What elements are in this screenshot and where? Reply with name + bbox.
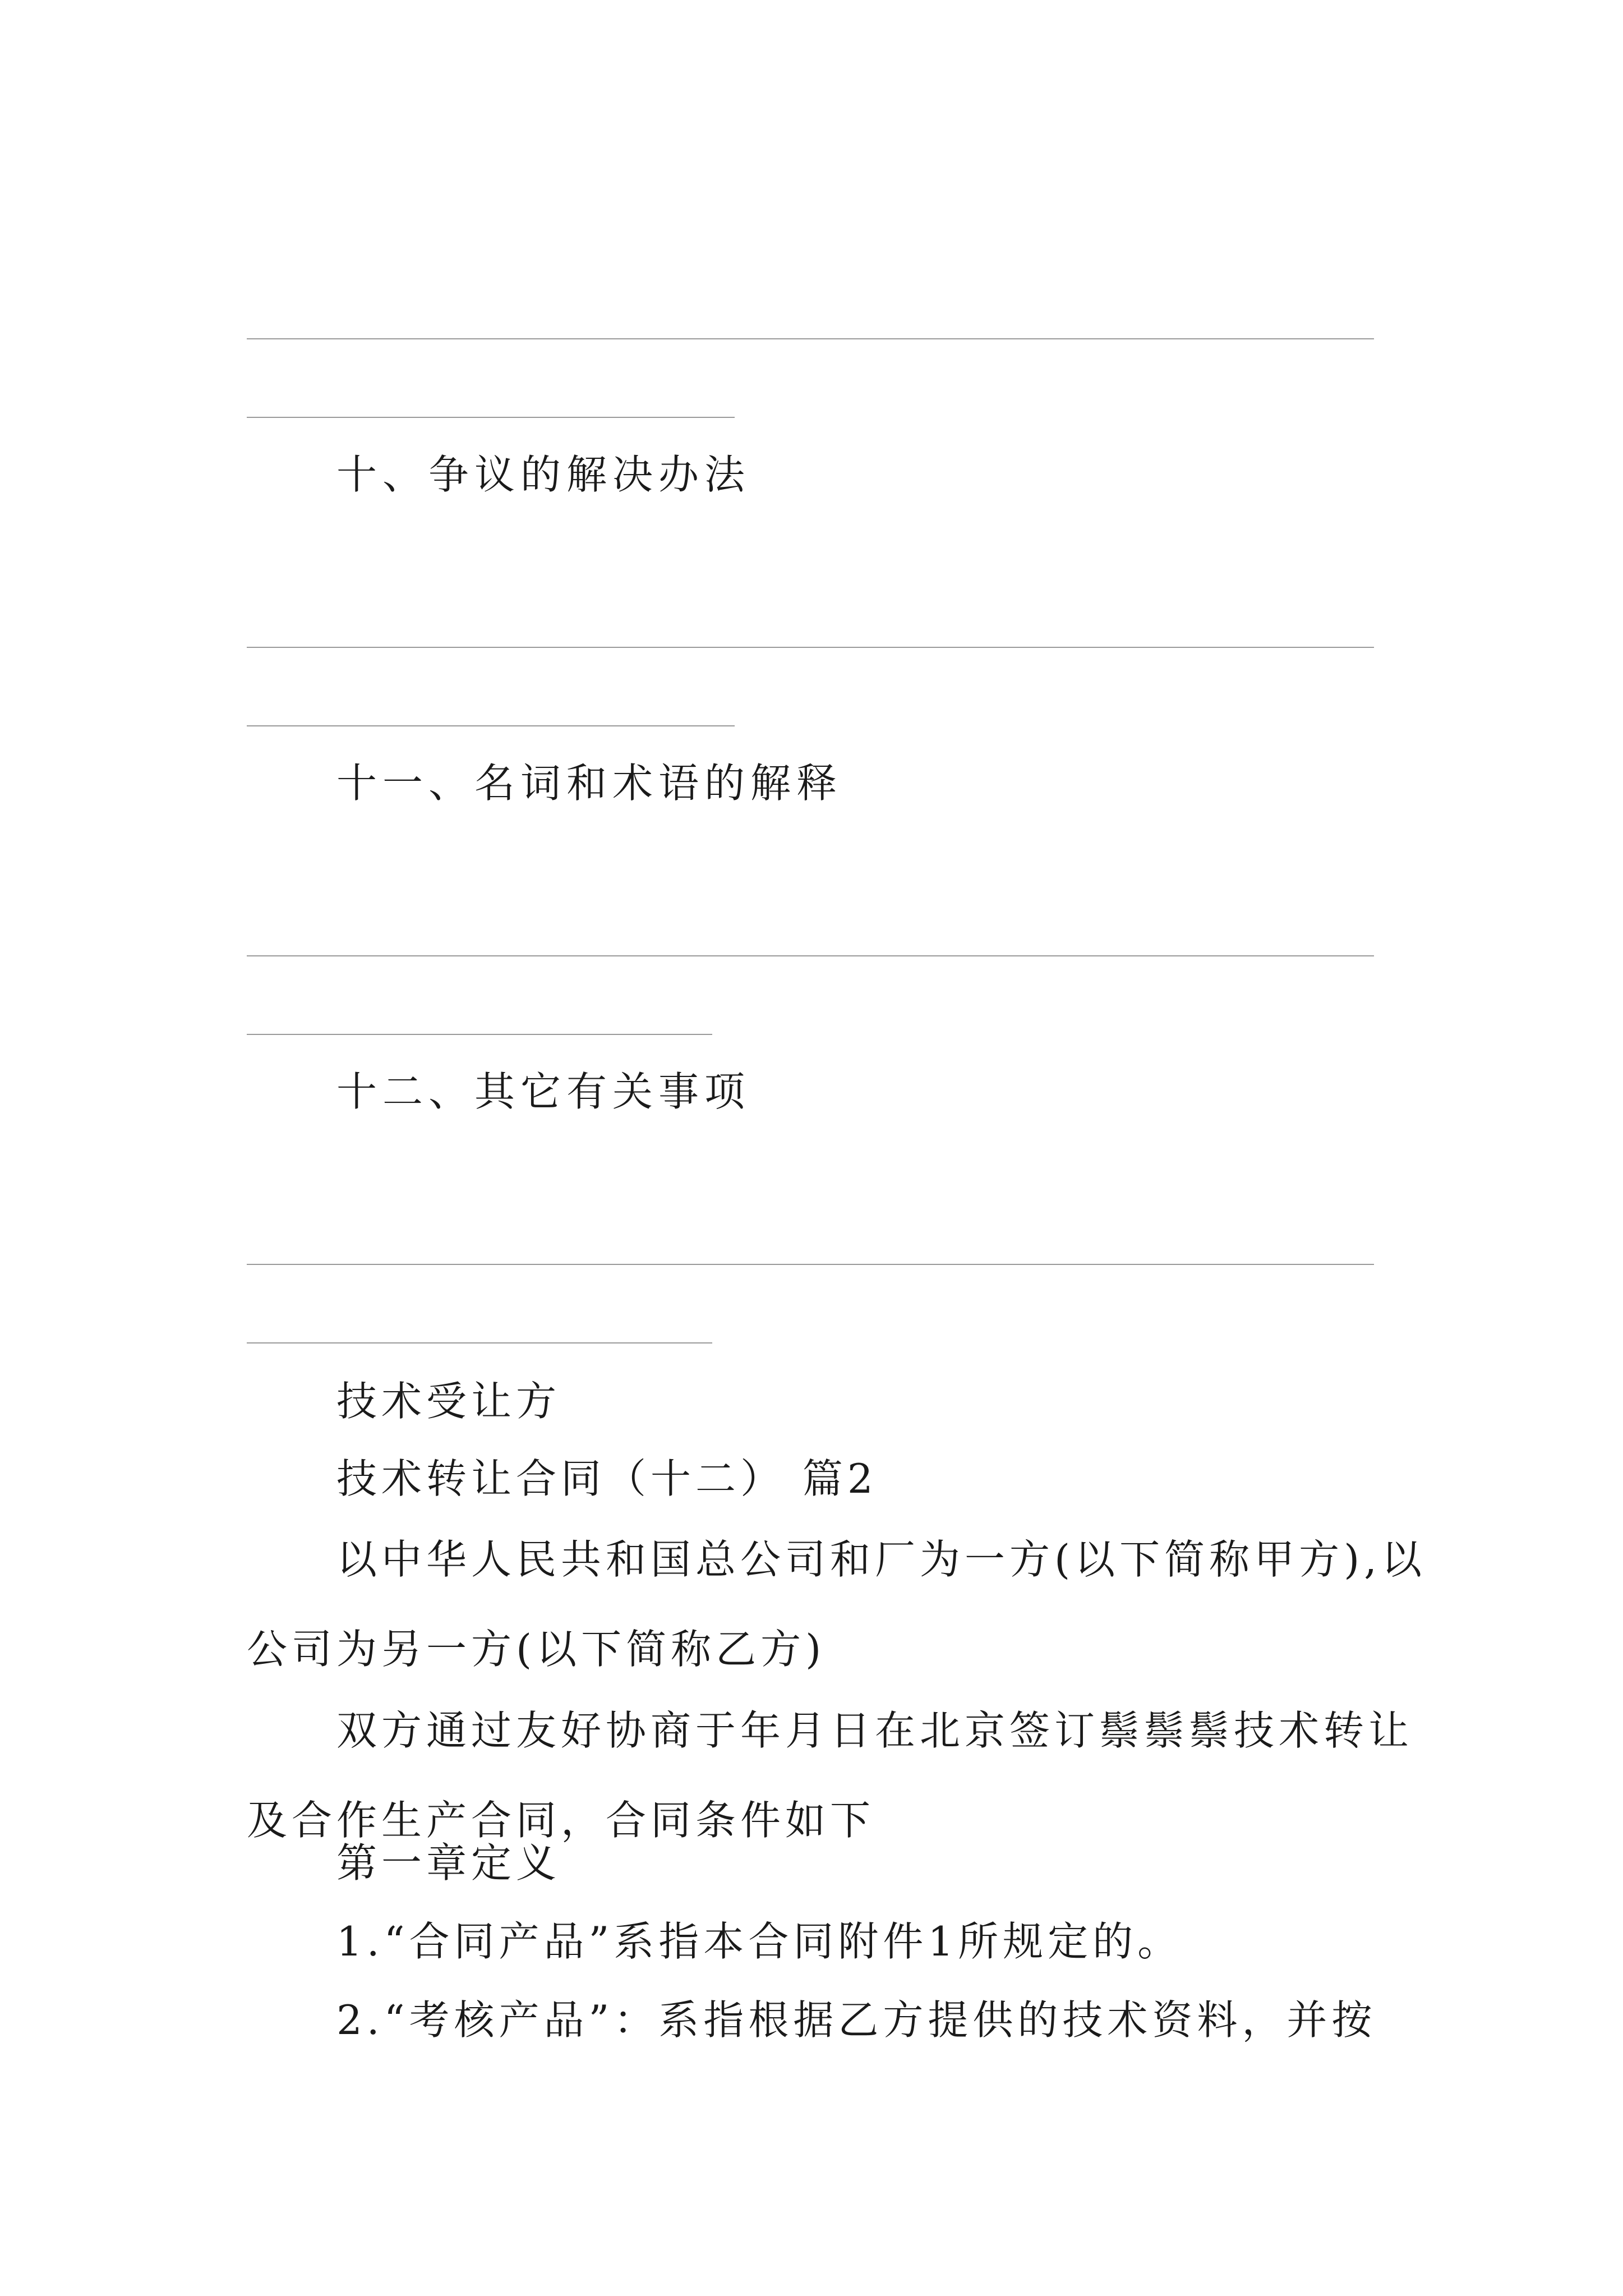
definition-2: 2.“考核产品”：系指根据乙方提供的技术资料，并按 (336, 1996, 1377, 2044)
blank-line-long (247, 1264, 1374, 1265)
blank-line-short (247, 725, 735, 726)
blank-line-long (247, 955, 1374, 956)
blank-line-short (247, 1342, 712, 1343)
intro-paragraph: 以中华人民共和国总公司和厂为一方(以下简称甲方),以公司为另一方(以下简称乙方) (247, 1536, 1427, 1673)
blank-line-short (247, 417, 735, 418)
transferee-label: 技术受让方 (336, 1378, 561, 1425)
definition-1: 1.“合同产品”系指本合同附件1所规定的。 (336, 1918, 1183, 1965)
section-heading-11: 十一、名词和术语的解释 (336, 760, 843, 807)
section-heading-10: 十、争议的解决办法 (336, 451, 751, 498)
blank-line-long (247, 338, 1374, 339)
blank-line-short (247, 1034, 712, 1035)
blank-line-long (247, 647, 1374, 648)
contract-title: 技术转让合同（十二） 篇2 (336, 1455, 878, 1502)
chapter-title: 第一章定义 (336, 1839, 561, 1887)
section-heading-12: 十二、其它有关事项 (336, 1068, 751, 1115)
agreement-paragraph: 双方通过友好协商于年月日在北京签订鬃鬃鬃技术转让及合作生产合同，合同条件如下 (247, 1707, 1414, 1844)
